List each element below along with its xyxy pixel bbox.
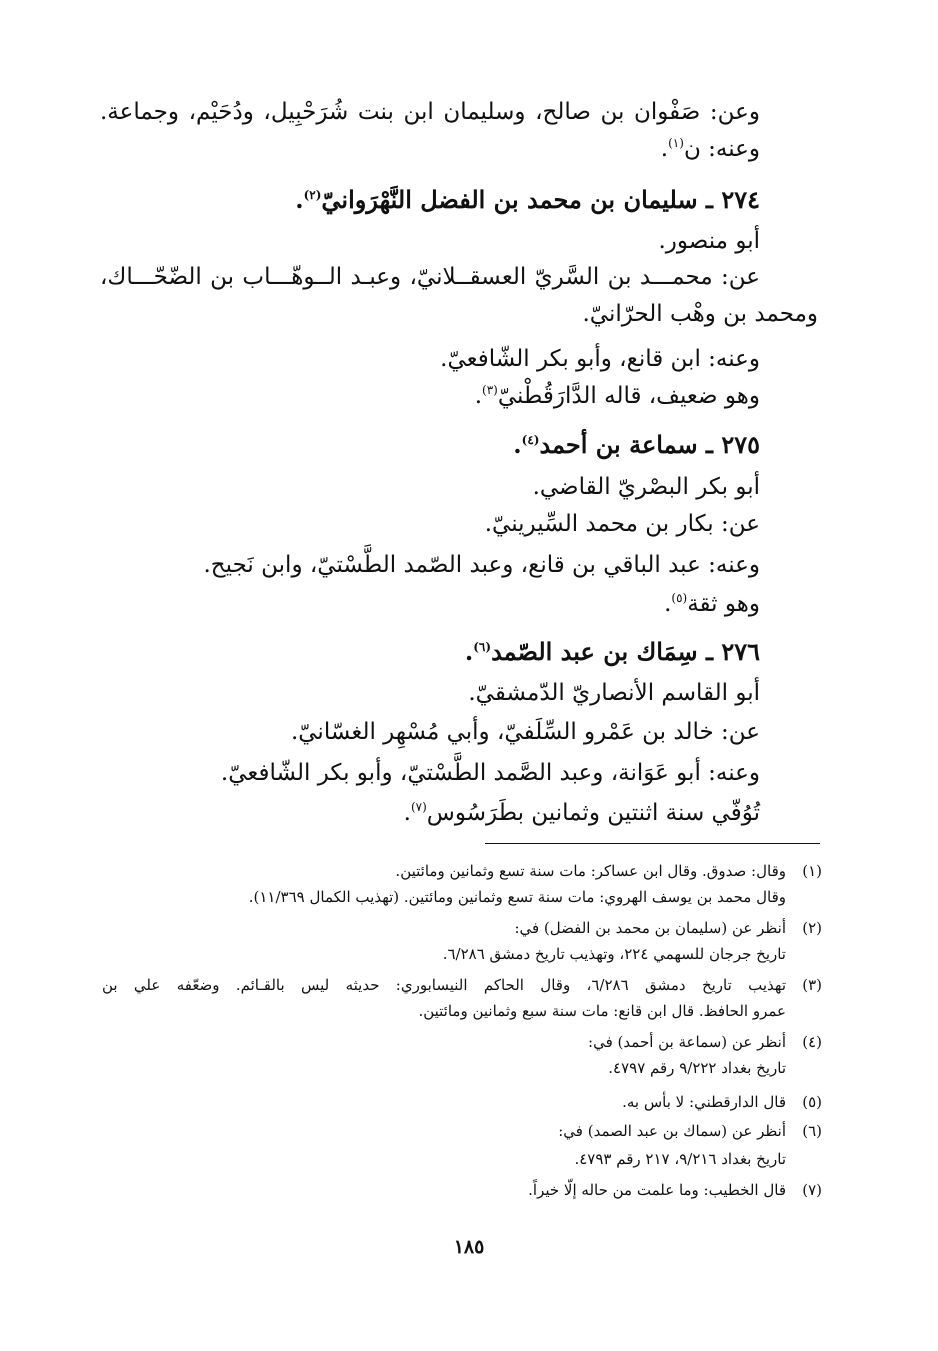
footnote-ref: (٧) [410,800,427,814]
body-line: وعنه: أبو عَوَانة، وعبد الصَّمد الطَّسْتيّ، وأبو بكر الشّافعيّ. [220,760,760,786]
footnote-ref: (٢) [303,188,322,202]
footnote-ref: (٥) [671,591,688,605]
body-line: ومحمد بن وهْب الحرّانيّ. [582,301,818,327]
footnote-number: (١) [802,862,822,880]
footnote-line: أنظر عن (سماك بن عبد الصمد) في: [558,1122,786,1140]
footnote-ref: (١) [668,136,684,150]
body-line: أبو منصور. [658,228,760,254]
footnote-line: عمرو الحافظ. قال ابن قانع: مات سنة سبع وثمانين ومائتين. [418,1002,786,1020]
footnote-line: وقال: صدوق. وقال ابن عساكر: مات سنة تسع وثمانين ومائتين. [395,862,786,880]
footnote-number: (٣) [802,976,822,994]
entry-heading: ٢٧٥ ـ سماعة بن أحمد$^{(٤)}$. [513,430,760,459]
footnote-number: (٢) [802,919,822,937]
footnote-line: تاريخ جرجان للسهمي ٢٢٤، وتهذيب تاريخ دمشق ٦/٢٨٦. [442,945,786,963]
footnote-line: تهذيب تاريخ دمشق ٦/٢٨٦، وقال الحاكم النيسابوري: حديثه ليس بالقـائم. وضعّفه علي بن [102,976,786,994]
body-line: وعنه: عبد الباقي بن قانع، وعبد الصّمد الطَّسْتيّ، وابن نَجيح. [203,552,760,578]
footnote-separator [485,843,820,844]
body-line: تُوُفّي سنة اثنتين وثمانين بطَرَسُوس$^{(٧)}$. [403,800,760,826]
footnote-line: قال الخطيب: وما علمت من حاله إلّا خيراً. [528,1181,786,1199]
body-line: وهو ضعيف، قاله الدَّارَقُطْنيّ$^{(٣)}$. [474,383,760,409]
footnote-line: قال الدارقطني: لا بأس به. [622,1093,786,1111]
footnote-line: وقال محمد بن يوسف الهروي: مات سنة تسع وثمانين ومائتين. (تهذيب الكمال ١١/٣٦٩). [248,888,786,906]
body-line: أبو القاسم الأنصاريّ الدّمشقيّ. [468,680,760,706]
footnote-number: (٤) [802,1033,822,1051]
body-line: وعنه: ن$^{(١)}$. [660,136,760,162]
footnote-line: أنظر عن (سليمان بن محمد بن الفضل) في: [514,919,786,937]
footnote-line: تاريخ بغداد ٩/٢٢٢ رقم ٤٧٩٧. [608,1059,786,1077]
footnote-number: (٧) [802,1181,822,1199]
footnote-ref: (٣) [482,383,498,397]
entry-heading: ٢٧٤ ـ سليمان بن محمد بن الفضل النَّهْرَوانيّ$^{(٢)}$. [295,185,760,214]
entry-heading: ٢٧٦ ـ سِمَاك بن عبد الصّمد$^{(٦)}$. [464,637,760,666]
footnote-number: (٦) [802,1122,822,1140]
body-line: عن: خالد بن عَمْرو السِّلَفيّ، وأبي مُسْهِر الغسّانيّ. [290,719,760,745]
footnote-number: (٥) [802,1093,822,1111]
footnote-line: أنظر عن (سماعة بن أحمد) في: [588,1033,786,1051]
footnote-ref: (٦) [473,640,492,654]
footnote-ref: (٤) [521,433,540,447]
body-line: وعن: صَفْوان بن صالح، وسليمان ابن بنت شُرَحْبِيل، ودُحَيْم، وجماعة. [100,99,760,125]
body-line: عن: محمـــد بن السَّريّ العسقــلانيّ، وعبـد الــوهّـــاب بن الضّحّـــاك، [100,264,760,290]
footnote-line: تاريخ بغداد ٩/٢١٦، ٢١٧ رقم ٤٧٩٣. [574,1150,786,1168]
page-number: ١٨٥ [453,1236,485,1258]
body-line: أبو بكر البصْريّ القاضي. [532,474,760,500]
body-line: وعنه: ابن قانع، وأبو بكر الشّافعيّ. [440,346,760,372]
body-line: وهو ثقة$^{(٥)}$. [664,591,760,617]
body-line: عن: بكار بن محمد السِّيرينيّ. [484,511,760,537]
